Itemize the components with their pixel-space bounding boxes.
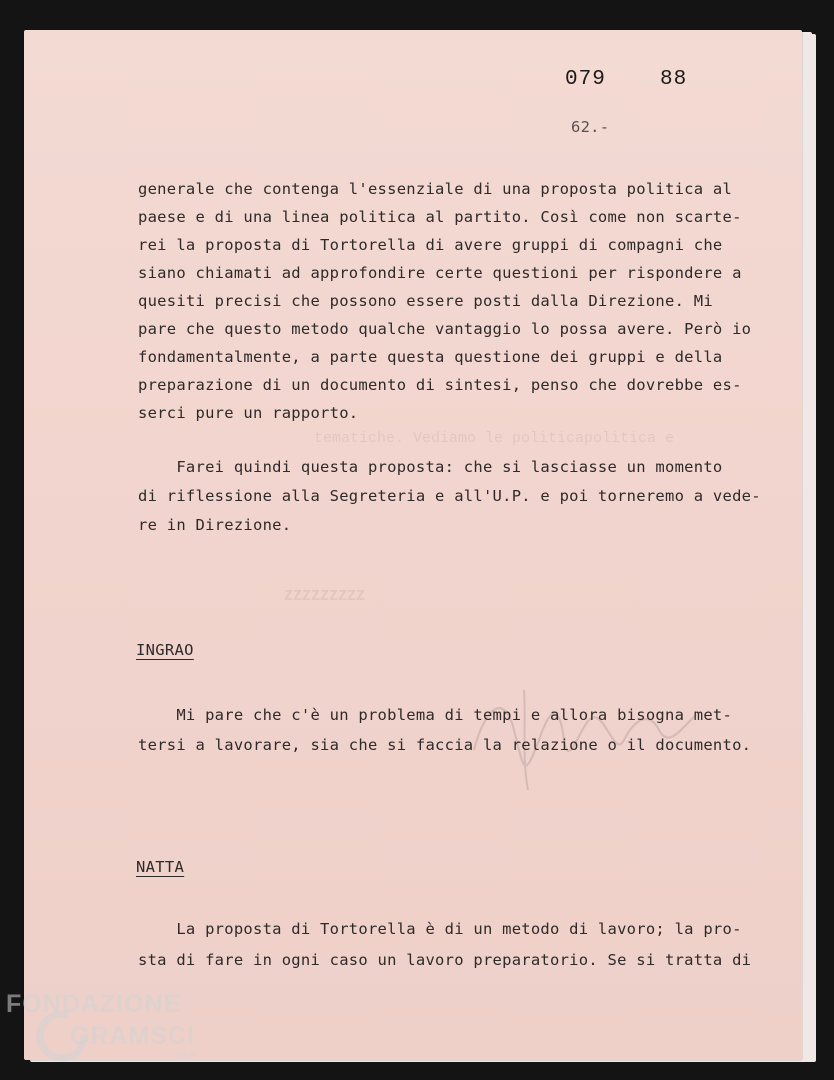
text-line: generale che contenga l'essenziale di una proposta politica al bbox=[138, 180, 733, 198]
text-line: preparazione di un documento di sintesi, penso che dovrebbe es- bbox=[138, 376, 742, 394]
text-line: quesiti precisi che possono essere posti dalla Direzione. Mi bbox=[138, 292, 713, 310]
text-line: sta di fare in ogni caso un lavoro preparatorio. Se si tratta di bbox=[138, 951, 752, 969]
text-line: pare che questo metodo qualche vantaggio lo possa avere. Però io bbox=[138, 320, 752, 338]
text-line: fondamentalmente, a parte questa questione dei gruppi e della bbox=[138, 348, 723, 366]
text-line: Mi pare che c'è un problema di tempi e allora bisogna met- bbox=[138, 706, 733, 724]
bleed-through: ZZZZZZZZZ bbox=[284, 588, 366, 605]
watermark-suffix: onlus bbox=[172, 1050, 196, 1061]
text-line: Farei quindi questa proposta: che si lasciasse un momento bbox=[138, 458, 723, 476]
text-line: serci pure un rapporto. bbox=[138, 404, 359, 422]
text-line: La proposta di Tortorella è di un metodo di lavoro; la pro- bbox=[138, 920, 742, 938]
speaker-heading: INGRAO bbox=[136, 641, 194, 659]
bleed-through: tematiche. Vediamo le politicapolitica e bbox=[314, 430, 675, 447]
speaker-heading: NATTA bbox=[136, 858, 185, 876]
document-number: 079 bbox=[565, 68, 606, 91]
signature-mark bbox=[464, 670, 704, 800]
text-line: tersi a lavorare, sia che si faccia la relazione o il documento. bbox=[138, 736, 752, 754]
watermark-line2: GRAMSCI bbox=[70, 1022, 196, 1050]
fondazione-gramsci-watermark bbox=[4, 988, 214, 1074]
text-line: rei la proposta di Tortorella di avere gruppi di compagni che bbox=[138, 236, 723, 254]
watermark-line1: FONDAZIONE bbox=[6, 990, 182, 1018]
folio-number: 88 bbox=[660, 68, 688, 91]
document-page bbox=[24, 30, 802, 1060]
text-line: siano chiamati ad approfondire certe questioni per rispondere a bbox=[138, 264, 742, 282]
text-line: re in Direzione. bbox=[138, 516, 292, 534]
text-line: di riflessione alla Segreteria e all'U.P. e poi torneremo a vede- bbox=[138, 487, 761, 505]
page-number: 62.- bbox=[571, 118, 610, 136]
text-line: paese e di una linea politica al partito. Così come non scarte- bbox=[138, 208, 742, 226]
